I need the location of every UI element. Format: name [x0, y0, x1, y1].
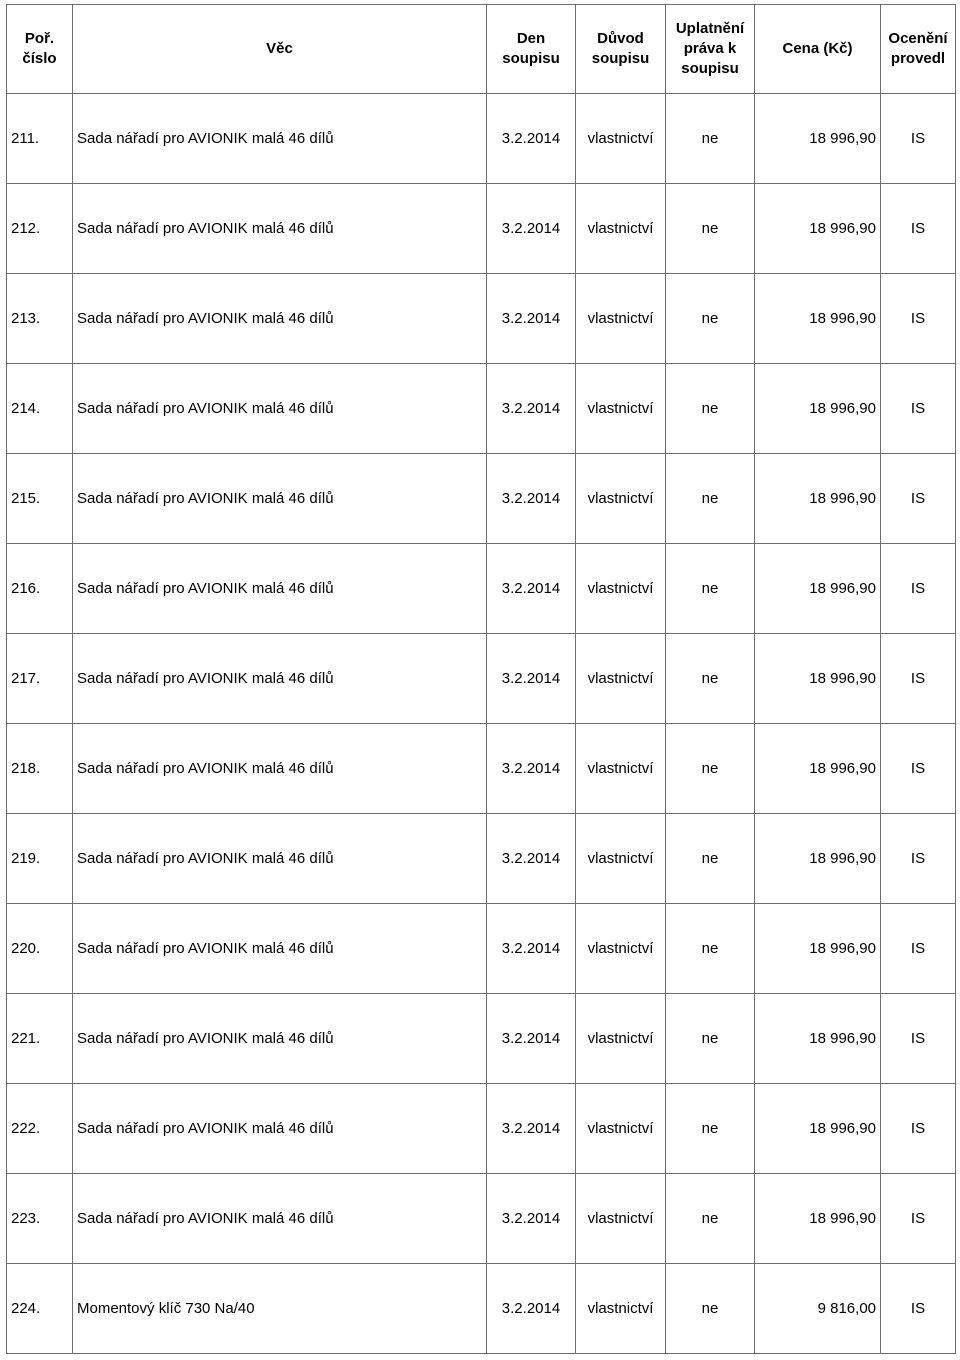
item-name: Sada nářadí pro AVIONIK malá 46 dílů — [73, 904, 487, 994]
inventory-reason: vlastnictví — [576, 814, 666, 904]
valuer-initials: IS — [881, 634, 956, 724]
item-name: Sada nářadí pro AVIONIK malá 46 dílů — [73, 544, 487, 634]
item-name: Sada nářadí pro AVIONIK malá 46 dílů — [73, 994, 487, 1084]
item-name: Momentový klíč 730 Na/40 — [73, 1264, 487, 1354]
item-name: Sada nářadí pro AVIONIK malá 46 dílů — [73, 364, 487, 454]
price-value: 18 996,90 — [755, 364, 881, 454]
item-name: Sada nářadí pro AVIONIK malá 46 dílů — [73, 1174, 487, 1264]
table-row — [7, 184, 956, 274]
row-number: 215. — [7, 454, 73, 544]
item-name: Sada nářadí pro AVIONIK malá 46 dílů — [73, 634, 487, 724]
item-name: Sada nářadí pro AVIONIK malá 46 dílů — [73, 184, 487, 274]
inventory-table — [6, 4, 956, 1354]
header-claim: Uplatnění práva k soupisu — [666, 5, 755, 94]
valuer-initials: IS — [881, 904, 956, 994]
inventory-date: 3.2.2014 — [487, 1174, 576, 1264]
inventory-reason: vlastnictví — [576, 904, 666, 994]
header-num: Poř. číslo — [7, 5, 73, 94]
inventory-date: 3.2.2014 — [487, 184, 576, 274]
rights-claim: ne — [666, 544, 755, 634]
inventory-reason: vlastnictví — [576, 544, 666, 634]
table-body — [7, 94, 956, 1354]
inventory-reason: vlastnictví — [576, 1084, 666, 1174]
inventory-reason: vlastnictví — [576, 454, 666, 544]
inventory-date: 3.2.2014 — [487, 454, 576, 544]
table-row — [7, 904, 956, 994]
inventory-reason: vlastnictví — [576, 1264, 666, 1354]
valuer-initials: IS — [881, 454, 956, 544]
valuer-initials: IS — [881, 1264, 956, 1354]
inventory-date: 3.2.2014 — [487, 274, 576, 364]
table-row — [7, 94, 956, 184]
table-row — [7, 364, 956, 454]
valuer-initials: IS — [881, 814, 956, 904]
rights-claim: ne — [666, 364, 755, 454]
inventory-date: 3.2.2014 — [487, 634, 576, 724]
rights-claim: ne — [666, 1084, 755, 1174]
row-number: 218. — [7, 724, 73, 814]
table-row — [7, 1264, 956, 1354]
price-value: 9 816,00 — [755, 1264, 881, 1354]
price-value: 18 996,90 — [755, 274, 881, 364]
row-number: 214. — [7, 364, 73, 454]
item-name: Sada nářadí pro AVIONIK malá 46 dílů — [73, 814, 487, 904]
row-number: 221. — [7, 994, 73, 1084]
inventory-reason: vlastnictví — [576, 364, 666, 454]
inventory-reason: vlastnictví — [576, 184, 666, 274]
table-row — [7, 454, 956, 544]
table-row — [7, 1174, 956, 1264]
table-header — [7, 5, 956, 94]
valuer-initials: IS — [881, 364, 956, 454]
price-value: 18 996,90 — [755, 814, 881, 904]
valuer-initials: IS — [881, 1084, 956, 1174]
header-price: Cena (Kč) — [755, 5, 881, 94]
inventory-date: 3.2.2014 — [487, 814, 576, 904]
valuer-initials: IS — [881, 994, 956, 1084]
item-name: Sada nářadí pro AVIONIK malá 46 dílů — [73, 1084, 487, 1174]
rights-claim: ne — [666, 634, 755, 724]
price-value: 18 996,90 — [755, 544, 881, 634]
valuer-initials: IS — [881, 184, 956, 274]
inventory-date: 3.2.2014 — [487, 544, 576, 634]
row-number: 223. — [7, 1174, 73, 1264]
rights-claim: ne — [666, 994, 755, 1084]
rights-claim: ne — [666, 454, 755, 544]
price-value: 18 996,90 — [755, 904, 881, 994]
row-number: 213. — [7, 274, 73, 364]
valuer-initials: IS — [881, 274, 956, 364]
rights-claim: ne — [666, 814, 755, 904]
row-number: 224. — [7, 1264, 73, 1354]
valuer-initials: IS — [881, 544, 956, 634]
price-value: 18 996,90 — [755, 634, 881, 724]
header-day: Den soupisu — [487, 5, 576, 94]
rights-claim: ne — [666, 1264, 755, 1354]
row-number: 220. — [7, 904, 73, 994]
item-name: Sada nářadí pro AVIONIK malá 46 dílů — [73, 454, 487, 544]
table-row — [7, 1084, 956, 1174]
price-value: 18 996,90 — [755, 994, 881, 1084]
item-name: Sada nářadí pro AVIONIK malá 46 dílů — [73, 274, 487, 364]
row-number: 216. — [7, 544, 73, 634]
row-number: 211. — [7, 94, 73, 184]
inventory-date: 3.2.2014 — [487, 364, 576, 454]
price-value: 18 996,90 — [755, 184, 881, 274]
table-row — [7, 544, 956, 634]
rights-claim: ne — [666, 904, 755, 994]
price-value: 18 996,90 — [755, 94, 881, 184]
row-number: 217. — [7, 634, 73, 724]
rights-claim: ne — [666, 184, 755, 274]
inventory-date: 3.2.2014 — [487, 904, 576, 994]
rights-claim: ne — [666, 1174, 755, 1264]
row-number: 222. — [7, 1084, 73, 1174]
inventory-reason: vlastnictví — [576, 274, 666, 364]
inventory-reason: vlastnictví — [576, 994, 666, 1084]
table-row — [7, 274, 956, 364]
inventory-reason: vlastnictví — [576, 94, 666, 184]
inventory-reason: vlastnictví — [576, 724, 666, 814]
price-value: 18 996,90 — [755, 1174, 881, 1264]
inventory-reason: vlastnictví — [576, 1174, 666, 1264]
row-number: 212. — [7, 184, 73, 274]
table-row — [7, 724, 956, 814]
price-value: 18 996,90 — [755, 454, 881, 544]
header-valuer: Ocenění provedl — [881, 5, 956, 94]
header-reason: Důvod soupisu — [576, 5, 666, 94]
price-value: 18 996,90 — [755, 724, 881, 814]
item-name: Sada nářadí pro AVIONIK malá 46 dílů — [73, 724, 487, 814]
header-row — [7, 5, 956, 94]
item-name: Sada nářadí pro AVIONIK malá 46 dílů — [73, 94, 487, 184]
table-row — [7, 994, 956, 1084]
table-row — [7, 814, 956, 904]
valuer-initials: IS — [881, 1174, 956, 1264]
valuer-initials: IS — [881, 94, 956, 184]
price-value: 18 996,90 — [755, 1084, 881, 1174]
rights-claim: ne — [666, 724, 755, 814]
valuer-initials: IS — [881, 724, 956, 814]
inventory-date: 3.2.2014 — [487, 1264, 576, 1354]
inventory-date: 3.2.2014 — [487, 1084, 576, 1174]
inventory-date: 3.2.2014 — [487, 94, 576, 184]
row-number: 219. — [7, 814, 73, 904]
table-row — [7, 634, 956, 724]
inventory-date: 3.2.2014 — [487, 724, 576, 814]
inventory-date: 3.2.2014 — [487, 994, 576, 1084]
rights-claim: ne — [666, 94, 755, 184]
inventory-reason: vlastnictví — [576, 634, 666, 724]
header-item: Věc — [73, 5, 487, 94]
rights-claim: ne — [666, 274, 755, 364]
